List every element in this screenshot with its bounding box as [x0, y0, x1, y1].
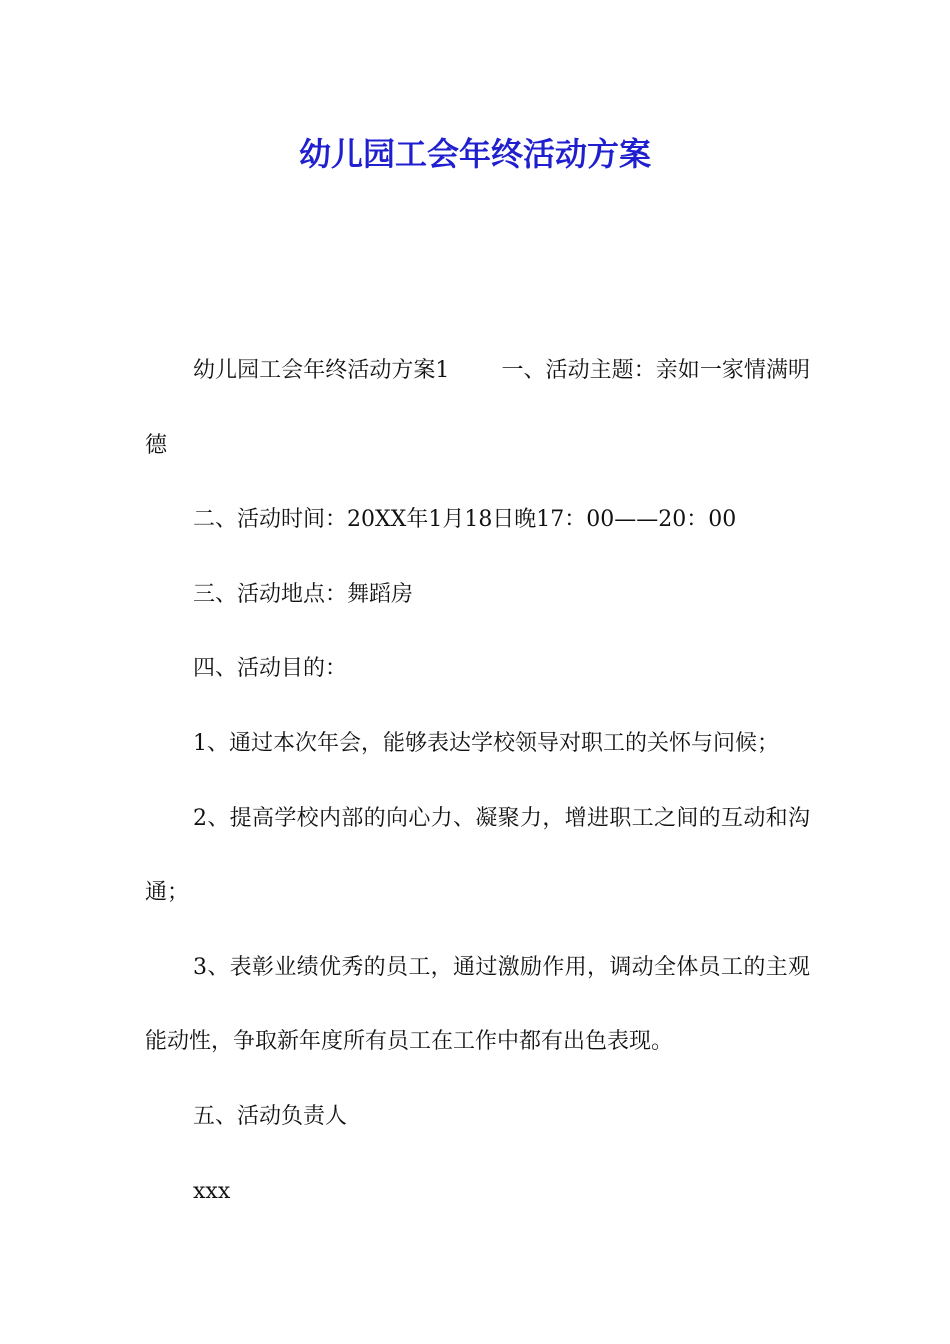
paragraph-purpose-3: 3、表彰业绩优秀的员工，通过激励作用，调动全体员工的主观能动性，争取新年度所有员工在工作中都有出色表现。: [145, 954, 810, 1055]
paragraph-theme: [145, 334, 810, 483]
paragraph-location: 三、活动地点：舞蹈房: [193, 581, 414, 607]
document-title: 幼儿园工会年终活动方案: [298, 135, 651, 173]
section-heading: 幼儿园工会年终活动方案1: [193, 358, 450, 383]
paragraph-purpose-2: 2、提高学校内部的向心力、凝聚力，增进职工之间的互动和沟通；: [145, 805, 810, 906]
document-body: [145, 334, 810, 1229]
paragraph-responsible-heading: 五、活动负责人: [193, 1103, 348, 1129]
activity-theme: 一、活动主题：亲如一家情满明德: [145, 358, 810, 458]
paragraph-responsible-name: xxx: [193, 1178, 231, 1204]
paragraph-time: 二、活动时间：20XX年1月18日晚17：00——20：00: [193, 507, 737, 533]
paragraph-purpose-1: 1、通过本次年会，能够表达学校领导对职工的关怀与问候；: [193, 730, 779, 756]
paragraph-purpose-heading: 四、活动目的：: [193, 656, 348, 682]
